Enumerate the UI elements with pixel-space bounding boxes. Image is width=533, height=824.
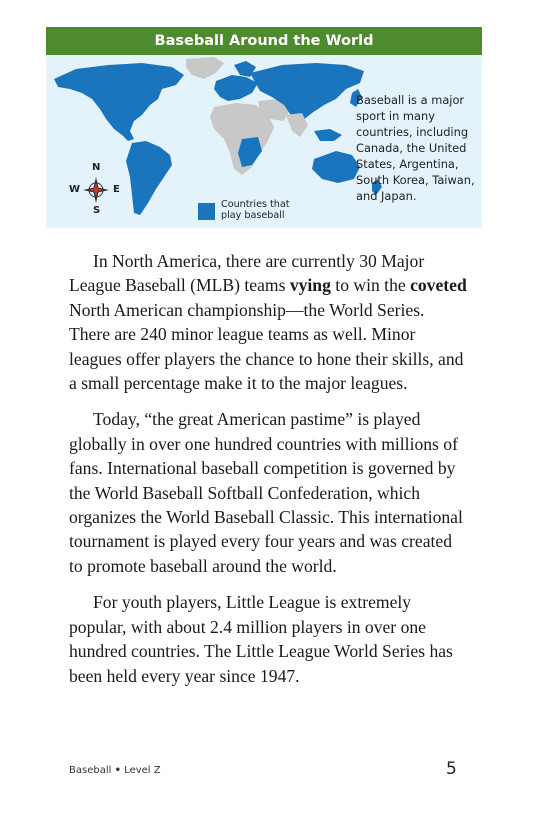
p1-text-mid: to win the: [330, 275, 411, 296]
figure-title: Baseball Around the World: [46, 27, 482, 55]
footer-book-title: Baseball: [69, 765, 112, 776]
paragraph-1: [69, 249, 469, 395]
footer-level: Level Z: [124, 765, 161, 776]
map-figure: [46, 27, 482, 228]
footer-bullet: •: [114, 765, 121, 776]
africa-baseball-land: [238, 137, 262, 167]
compass-north: N: [92, 162, 101, 173]
world-map-area: [46, 55, 482, 228]
map-caption: Baseball is a major sport in many countries, including Canada, the United States, Argentina, South Korea, Taiwan, and Japan.: [356, 93, 475, 203]
greenland-land: [186, 57, 224, 79]
body-text: [69, 249, 469, 700]
legend-swatch: [198, 203, 215, 220]
compass-rose: [66, 161, 126, 219]
europe-land: [214, 75, 258, 101]
paragraph-3: For youth players, Little League is extremely popular, with about 2.4 million players in over one hundred countries. The Little League World Series has been held every year since 1947.: [69, 592, 453, 686]
north-america-land: [54, 63, 184, 141]
vocab-vying: vying: [289, 275, 331, 296]
australia-land: [312, 151, 360, 183]
page-number: 5: [446, 759, 457, 779]
compass-west: W: [69, 184, 81, 195]
vocab-coveted: coveted: [410, 275, 467, 296]
legend-label: Countries that play baseball: [221, 199, 290, 221]
compass-east: E: [113, 184, 120, 195]
p1-text-start: In North America, there are currently 30 Major League Baseball (MLB) teams: [69, 251, 425, 296]
southeast-asia-land: [314, 129, 342, 141]
compass-south: S: [93, 205, 101, 216]
south-america-land: [126, 141, 172, 215]
footer-book-info: [69, 765, 161, 776]
paragraph-2: Today, “the great American pastime” is played globally in over one hundred countries with millions of fans. International baseball competition is governed by the World Baseball Softball Confederation, which organizes the World Baseball Classic. This international tournament is played every four years and was created to promote baseball around the world.: [69, 409, 463, 576]
p1-text-end: North American championship—the World Series. There are 240 minor league teams as well. Minor leagues offer players the chance to hone their skills, and a small percentage make it to the major leagues.: [69, 299, 464, 394]
